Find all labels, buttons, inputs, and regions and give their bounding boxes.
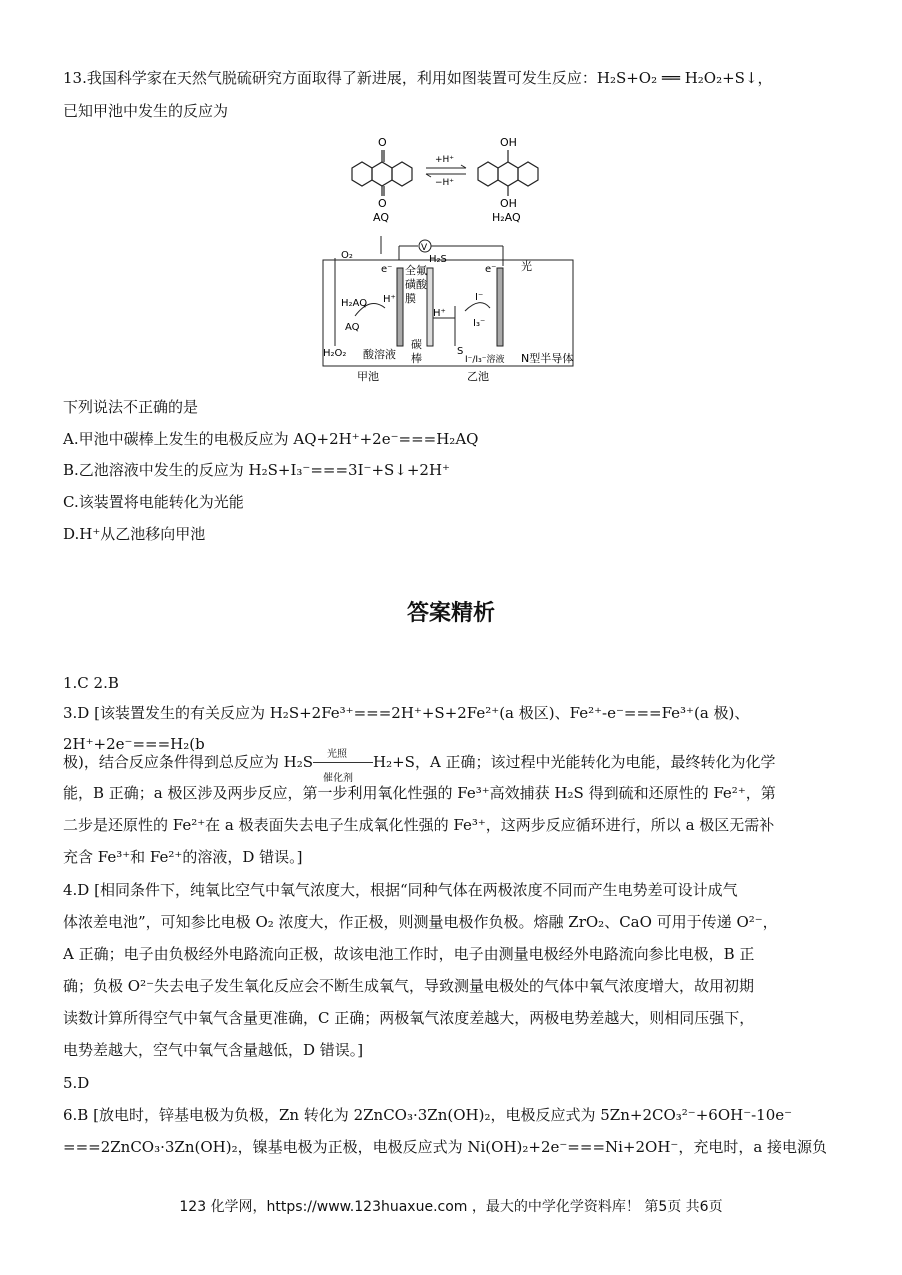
- i3-minus-label: I₃⁻: [473, 318, 486, 329]
- light-label: 光: [521, 260, 532, 273]
- answer-3-line-2-post: H₂+S，A 正确；该过程中光能转化为电能，最终转化为化学: [373, 753, 776, 771]
- s-label: S: [457, 346, 464, 357]
- h2aq-apparatus: H₂AQ: [341, 298, 368, 309]
- carbon-rod-1: 碳: [411, 338, 422, 351]
- h-plus-left: H⁺: [383, 294, 396, 305]
- option-b: B.乙池溶液中发生的反应为 H₂S+I₃⁻===3I⁻+S↓+2H⁺: [63, 461, 450, 479]
- answer-4-line-4: 确；负极 O²⁻失去电子发生氧化反应会不断生成氧气，导致测量电极处的气体中氧气浓度增大，故用初期: [63, 977, 755, 995]
- arrow-top-label: +H⁺: [435, 155, 455, 165]
- acid-solution-label: 酸溶液: [363, 348, 396, 361]
- pool-yi-label: 乙池: [467, 370, 489, 383]
- answer-6-line-2: ===2ZnCO₃·3Zn(OH)₂，镍基电极为正极，电极反应式为 Ni(OH)₂+2e⁻===Ni+2OH⁻，充电时，a 接电源负: [63, 1138, 828, 1156]
- membrane-label-3: 膜: [405, 292, 416, 305]
- option-c: C.该装置将电能转化为光能: [63, 493, 244, 511]
- answer-3-line-4: 二步是还原性的 Fe²⁺在 a 极表面失去电子生成氧化性强的 Fe³⁺，这两步反应循环进行，所以 a 极区无需补: [63, 816, 775, 834]
- answer-5: 5.D: [63, 1074, 90, 1092]
- option-d: D.H⁺从乙池移向甲池: [63, 525, 206, 543]
- apparatus-tank: [323, 260, 573, 366]
- h2o2-label: H₂O₂: [323, 348, 347, 359]
- pool-jia-label: 甲池: [357, 370, 379, 383]
- aq-molecule: [352, 150, 412, 196]
- answer-4-line-2: 体浓差电池”，可知参比电极 O₂ 浓度大，作正极，则测量电极作负极。熔融 ZrO₂、CaO 可用于传递 O²⁻，: [63, 913, 778, 931]
- question-title: [63, 67, 773, 89]
- question-reaction: H₂S+O₂ ══ H₂O₂+S↓，: [596, 69, 773, 87]
- answer-4-line-3: A 正确；电子由负极经外电路流向正极，故该电池工作时，电子由测量电极经外电路流向参比电极，B 正: [63, 945, 755, 963]
- condition-top: 光照: [327, 749, 347, 760]
- answer-4-line-6: 电势差越大，空气中氧气含量越低，D 错误。]: [63, 1041, 364, 1059]
- h2aq-label: H₂AQ: [492, 211, 521, 224]
- h-plus-mid: H⁺: [433, 308, 446, 319]
- n-semiconductor-label: N型半导体: [521, 352, 574, 365]
- h2s-label: H₂S: [429, 254, 447, 265]
- aq-conversion-figure: [340, 128, 560, 228]
- membrane-label-2: 磺酸: [405, 278, 427, 291]
- arrow-bottom-label: −H⁺: [435, 178, 455, 188]
- right-solution-label: I⁻/I₃⁻溶液: [465, 355, 505, 365]
- option-a: A.甲池中碳棒上发生的电极反应为 AQ+2H⁺+2e⁻===H₂AQ: [63, 430, 479, 448]
- membrane-label-1: 全氟: [405, 264, 427, 277]
- carbon-rod-2: 棒: [411, 352, 422, 365]
- electron-right: e⁻: [485, 264, 497, 275]
- aq-bottom-o: O: [378, 197, 387, 210]
- page-footer: 123 化学网，https://www.123huaxue.com ，最大的中学化学资料库！ 第5页 共6页: [179, 1199, 723, 1215]
- answer-1-2: 1.C 2.B: [63, 674, 119, 692]
- answers-heading: 答案精析: [406, 601, 495, 626]
- answer-3-line-1: 3.D [该装置发生的有关反应为 H₂S+2Fe³⁺===2H⁺+S+2Fe²⁺(a 极区)、Fe²⁺-e⁻===Fe³⁺(a 极)、2H⁺+2e⁻===H₂(b: [63, 704, 750, 753]
- answer-3-line-5: 充含 Fe³⁺和 Fe²⁺的溶液，D 错误。]: [63, 848, 303, 866]
- i-minus-label: I⁻: [475, 292, 484, 303]
- question-title-prefix: 13.我国科学家在天然气脱硫研究方面取得了新进展，利用如图装置可发生反应：: [63, 69, 597, 87]
- h2aq-molecule: [478, 150, 538, 196]
- answer-6-line-1: 6.B [放电时，锌基电极为负极，Zn 转化为 2ZnCO₃·3Zn(OH)₂，电极反应式为 5Zn+2CO₃²⁻+6OH⁻-10e⁻: [63, 1106, 793, 1124]
- electron-left: e⁻: [381, 264, 393, 275]
- answer-4-line-1: 4.D [相同条件下，纯氧比空气中氧气浓度大，根据“同种气体在两极浓度不同而产生电势差可设计成气: [63, 881, 738, 899]
- answer-3-line-2-pre: 极)，结合反应条件得到总反应为 H₂S: [63, 753, 313, 771]
- answer-4-line-5: 读数计算所得空气中氧气含量更准确，C 正确；两极氧气浓度差越大，两极电势差越大，则相同压强下，: [63, 1009, 755, 1027]
- aq-apparatus: AQ: [345, 322, 360, 333]
- question-prompt: 下列说法不正确的是: [63, 398, 199, 416]
- condition-bottom: 催化剂: [323, 773, 353, 784]
- electrolysis-apparatus: [315, 236, 595, 386]
- o2-label: O₂: [341, 250, 353, 261]
- h2aq-bottom-oh: OH: [500, 197, 517, 210]
- question-subtitle: 已知甲池中发生的反应为: [63, 102, 229, 120]
- voltmeter-label: V: [421, 243, 428, 253]
- answer-3-line-3: 能，B 正确；a 极区涉及两步反应，第一步利用氧化性强的 Fe³⁺高效捕获 H₂S 得到硫和还原性的 Fe²⁺，第: [63, 784, 776, 802]
- reaction-condition: [313, 749, 373, 784]
- aq-top-o: O: [378, 136, 387, 149]
- h2aq-top-oh: OH: [500, 136, 517, 149]
- answer-3-line-2: [63, 747, 833, 784]
- aq-label: AQ: [373, 211, 389, 224]
